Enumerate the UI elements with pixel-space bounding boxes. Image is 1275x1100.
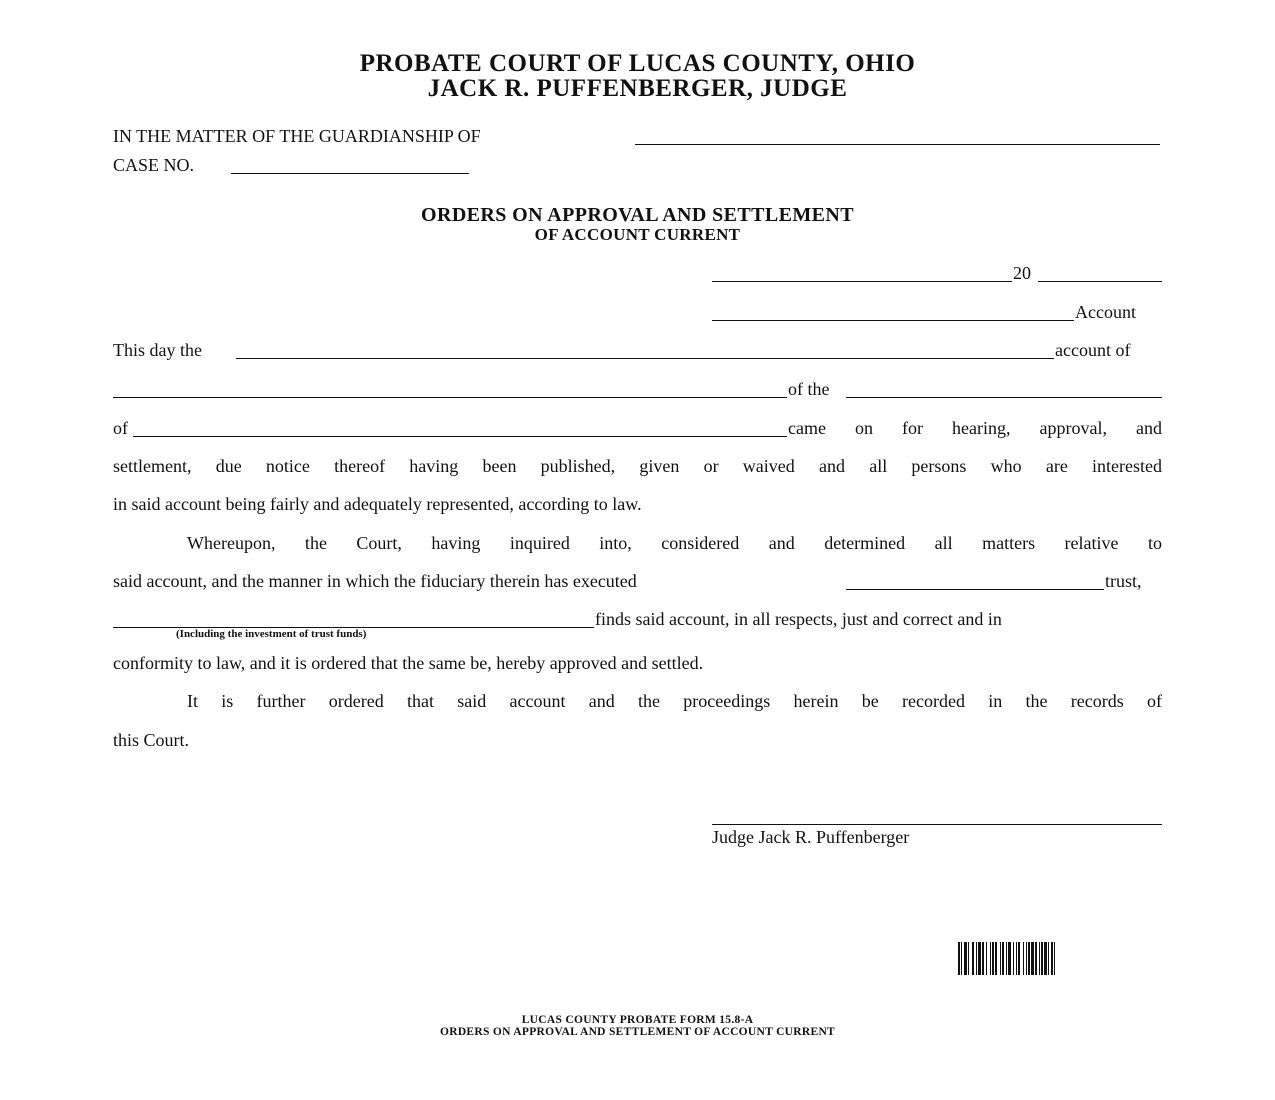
account-of-text: account of (1055, 340, 1131, 360)
barcode-bar (972, 942, 974, 975)
account-ordinal-field[interactable] (712, 320, 1074, 321)
of-the-text: of the (788, 379, 830, 399)
document-title: ORDERS ON APPROVAL AND SETTLEMENT (421, 204, 854, 226)
barcode-bar (1039, 942, 1040, 975)
barcode-bar (982, 942, 984, 975)
barcode (958, 942, 1164, 975)
case-number-field[interactable] (231, 173, 469, 174)
whereupon-text: Whereupon, the Court, having inquired into, considered and determined all matters relative to (187, 533, 1162, 553)
ward-name-field[interactable] (133, 436, 787, 437)
barcode-bar (992, 942, 994, 975)
court-name: PROBATE COURT OF LUCAS COUNTY, OHIO (359, 50, 916, 77)
barcode-bar (1013, 942, 1014, 975)
manner-text: said account, and the manner in which the fiduciary therein has executed (113, 571, 637, 591)
barcode-bar (1006, 942, 1007, 975)
barcode-bar (1051, 942, 1053, 975)
barcode-bar (964, 942, 967, 975)
barcode-bar (1018, 942, 1020, 975)
barcode-bar (1026, 942, 1027, 975)
of-text: of (113, 418, 128, 438)
guardianship-name-field[interactable] (635, 144, 1160, 145)
barcode-bar (1048, 942, 1049, 975)
barcode-bar (1000, 942, 1001, 975)
finds-text: finds said account, in all respects, just and correct and in (595, 609, 1002, 629)
this-court-text: this Court. (113, 730, 190, 750)
trust-text: trust, (1105, 571, 1142, 591)
barcode-bar (986, 942, 987, 975)
settlement-text: settlement, due notice thereof having been published, given or waived and all persons who are interested (113, 456, 1162, 476)
fiduciary-name-field[interactable] (113, 397, 787, 398)
document-subtitle: OF ACCOUNT CURRENT (534, 225, 741, 244)
came-on-text: came on for hearing, approval, and (788, 418, 1162, 438)
case-number-label: CASE NO. (113, 155, 195, 175)
barcode-bar (1041, 942, 1043, 975)
barcode-bar (1008, 942, 1011, 975)
barcode-bar (1044, 942, 1047, 975)
form-number: LUCAS COUNTY PROBATE FORM 15.8-A (521, 1014, 754, 1026)
barcode-bar (990, 942, 991, 975)
barcode-bar (1031, 942, 1034, 975)
barcode-bar (1054, 942, 1055, 975)
this-day-text: This day the (113, 340, 202, 360)
judge-name: JACK R. PUFFENBERGER, JUDGE (427, 75, 848, 102)
represented-text: in said account being fairly and adequately represented, according to law. (113, 494, 642, 514)
account-type-field[interactable] (236, 358, 1054, 359)
barcode-bar (1028, 942, 1030, 975)
year-prefix: 20 (1013, 263, 1031, 283)
further-ordered-text: It is further ordered that said account and the proceedings herein be recorded in the records of (187, 691, 1162, 711)
investment-note: (Including the investment of trust funds) (176, 628, 367, 640)
barcode-bar (961, 942, 962, 975)
date-field[interactable] (712, 281, 1012, 282)
barcode-bar (978, 942, 981, 975)
barcode-bar (958, 942, 960, 975)
conformity-text: conformity to law, and it is ordered that the same be, hereby approved and settled. (113, 653, 704, 673)
judge-signature-line[interactable] (712, 824, 1162, 825)
barcode-bar (968, 942, 969, 975)
barcode-bar (1016, 942, 1017, 975)
barcode-bar (976, 942, 977, 975)
form-title: ORDERS ON APPROVAL AND SETTLEMENT OF ACCOUNT CURRENT (439, 1026, 836, 1038)
guardianship-label: IN THE MATTER OF THE GUARDIANSHIP OF (113, 126, 481, 146)
barcode-bar (1035, 942, 1037, 975)
trust-type-field[interactable] (846, 589, 1104, 590)
barcode-bar (995, 942, 997, 975)
judge-signature-label: Judge Jack R. Puffenberger (712, 827, 910, 847)
barcode-bar (1023, 942, 1024, 975)
fiduciary-title-field[interactable] (846, 397, 1162, 398)
year-field[interactable] (1038, 281, 1162, 282)
barcode-bar (1002, 942, 1004, 975)
account-label: Account (1075, 302, 1136, 322)
